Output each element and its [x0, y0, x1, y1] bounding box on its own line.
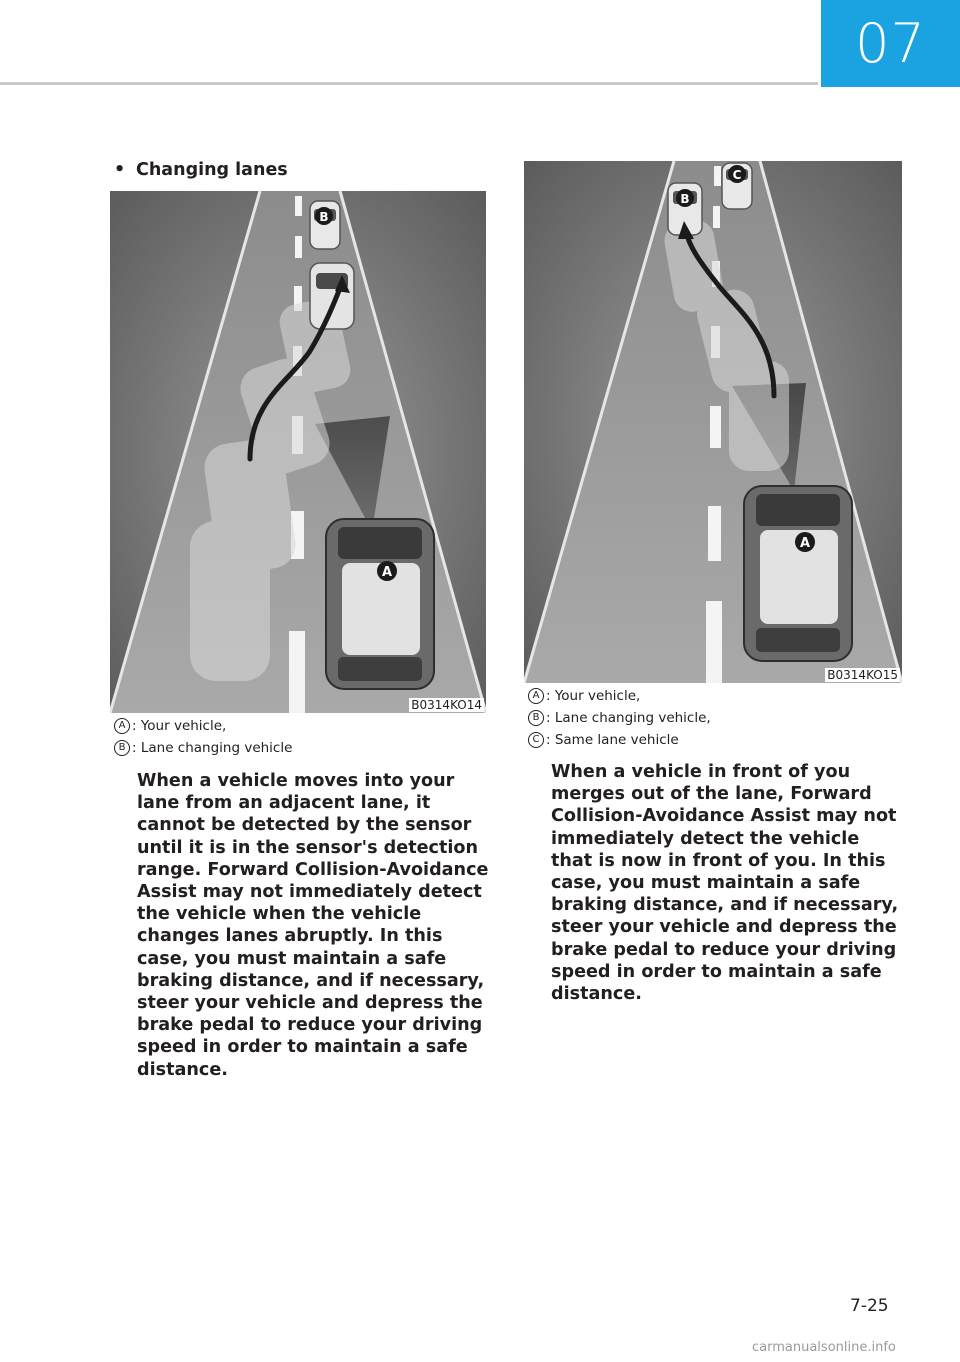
caption-row	[114, 715, 292, 737]
caption-letter-c: C	[528, 732, 544, 748]
marker-a-label: A	[799, 536, 811, 551]
figure-changing-lanes	[110, 191, 486, 713]
bullet-icon: •	[114, 160, 126, 180]
caption-letter-b: B	[114, 740, 130, 756]
caption-letter-b: B	[528, 710, 544, 726]
marker-c-label: C	[732, 168, 742, 182]
body-paragraph-left: When a vehicle moves into your lane from an adjacent lane, it cannot be detected by the sensor until it is in the sensor's detection range. Forward Collision-Avoidance Assist may not immediately detect the vehicle when the vehicle changes lanes abruptly. In this case, you must maintain a safe braking distance, and if necessary, steer your vehicle and depress the brake pedal to reduce your driving speed in order to maintain a safe distance.	[137, 771, 489, 1080]
figure-code: B0314KO15	[827, 668, 898, 682]
caption-row	[528, 729, 711, 751]
vehicle-b-shifted	[310, 263, 354, 329]
figure-merging-out-illustration	[524, 161, 902, 683]
vehicle-a	[744, 486, 852, 661]
figure-right-captions	[528, 685, 711, 751]
caption-text: : Lane changing vehicle	[132, 740, 293, 756]
caption-text: : Lane changing vehicle,	[546, 710, 711, 726]
figure-left-captions	[114, 715, 292, 759]
caption-letter-a: A	[528, 688, 544, 704]
caption-row	[528, 707, 711, 729]
figure-merging-out	[524, 161, 902, 683]
chapter-number: 07	[821, 0, 960, 87]
caption-row	[528, 685, 711, 707]
header-rule	[0, 82, 818, 85]
figure-changing-lanes-illustration	[110, 191, 486, 713]
marker-a-label: A	[381, 565, 393, 580]
body-paragraph-right: When a vehicle in front of you merges out of the lane, Forward Collision-Avoidance Assist may not immediately detect the vehicle that is now in front of you. In this case, you must maintain a safe braking distance, and if necessary, steer your vehicle and depress the brake pedal to reduce your driving speed in order to maintain a safe distance.	[551, 762, 899, 1005]
caption-row	[114, 737, 292, 759]
section-heading-text: Changing lanes	[136, 160, 288, 180]
vehicle-a	[326, 519, 434, 689]
marker-b-label: B	[319, 210, 329, 224]
page-number: 7-25	[850, 1296, 889, 1316]
figure-code: B0314KO14	[411, 698, 482, 712]
caption-text: : Same lane vehicle	[546, 732, 679, 748]
caption-text: : Your vehicle,	[546, 688, 641, 704]
marker-b-label: B	[680, 192, 690, 206]
section-heading	[114, 160, 288, 180]
caption-text: : Your vehicle,	[132, 718, 227, 734]
watermark: carmanualsonline.info	[752, 1340, 896, 1355]
caption-letter-a: A	[114, 718, 130, 734]
